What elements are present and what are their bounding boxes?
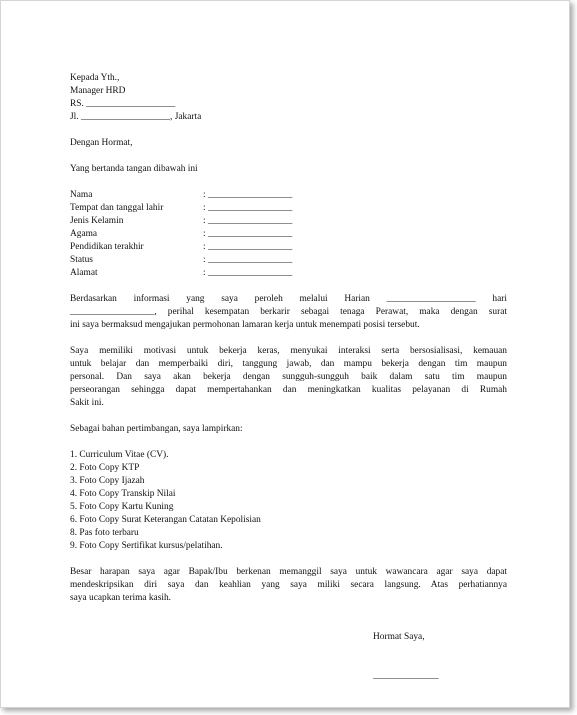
field-value: : __________________ <box>203 268 293 278</box>
paragraph-line: ini saya bermaksud mengajukan permohonan lamaran kerja untuk menempati posisi tersebut. <box>70 320 420 330</box>
paragraph-line: untuk belajar dan memperbaiki diri, tanggung jawab, dan mampu bekerja dengan tim maupun <box>70 359 507 369</box>
list-item: 6. Foto Copy Surat Keterangan Catatan Kepolisian <box>70 515 261 525</box>
field-value: : __________________ <box>203 229 293 239</box>
recipient-address <box>70 72 507 124</box>
field-value: : __________________ <box>203 242 293 252</box>
paragraph-line: perseorangan sehingga dapat mempertahankan dan meningkatkan kualitas pelayanan di Rumah <box>70 385 507 395</box>
field-row <box>70 241 507 254</box>
attachments-intro: Sebagai bahan pertimbangan, saya lampirkan: <box>70 424 243 434</box>
list-item: 4. Foto Copy Transkip Nilai <box>70 489 176 499</box>
paragraph-line: mendeskripsikan diri saya dan keahlian yang saya miliki secara langsung. Atas perhatiannya <box>70 580 507 590</box>
field-label: Pendidikan terakhir <box>70 242 144 252</box>
list-item: 8. Pas foto terbaru <box>70 528 139 538</box>
list-item: 9. Foto Copy Sertifikat kursus/pelatihan. <box>70 541 223 551</box>
address-line: Manager HRD <box>70 86 126 96</box>
address-line: RS. ___________________ <box>70 99 176 109</box>
signature-block <box>70 631 507 683</box>
field-label: Jenis Kelamin <box>70 216 124 226</box>
field-value: : __________________ <box>203 255 293 265</box>
letter-body <box>70 72 507 683</box>
paragraph-line: saya ucapkan terima kasih. <box>70 593 172 603</box>
field-label: Status <box>70 255 93 265</box>
address-line: Jl. ___________________, Jakarta <box>70 112 202 122</box>
paragraph-line: Saya memiliki motivasi untuk bekerja keras, menyukai interaksi serta bersosialisasi, kemauan <box>70 346 507 356</box>
list-item: 5. Foto Copy Kartu Kuning <box>70 502 174 512</box>
intro-text: Yang bertanda tangan dibawah ini <box>70 164 198 174</box>
field-row <box>70 254 507 267</box>
paragraph-line: personal. Dan saya akan bekerja dengan sungguh-sungguh baik dalam satu tim maupun <box>70 372 507 382</box>
signature-salutation: Hormat Saya, <box>373 632 425 642</box>
paragraph-line: Sakit ini. <box>70 398 104 408</box>
field-value: : __________________ <box>203 203 293 213</box>
field-row <box>70 228 507 241</box>
address-line: Kepada Yth., <box>70 73 120 83</box>
paragraph-line: __________________, perihal kesempatan berkarir sebagai tenaga Perawat, maka dengan surat <box>70 307 507 317</box>
field-label: Agama <box>70 229 98 239</box>
list-item: 1. Curriculum Vitae (CV). <box>70 450 169 460</box>
field-row <box>70 215 507 228</box>
field-value: : __________________ <box>203 190 293 200</box>
signature-line: ______________ <box>373 671 439 681</box>
personal-fields <box>70 189 507 280</box>
field-label: Tempat dan tanggal lahir <box>70 203 164 213</box>
paragraph-line: Berdasarkan informasi yang saya peroleh melalui Harian ___________________ hari <box>70 294 507 304</box>
list-item: 3. Foto Copy Ijazah <box>70 476 145 486</box>
paragraph-motivation <box>70 345 507 410</box>
field-label: Alamat <box>70 268 98 278</box>
greeting: Dengan Hormat, <box>70 138 133 148</box>
list-item: 2. Foto Copy KTP <box>70 463 140 473</box>
field-row <box>70 189 507 202</box>
field-row <box>70 202 507 215</box>
field-row <box>70 267 507 280</box>
field-value: : __________________ <box>203 216 293 226</box>
attachments-list <box>70 449 507 553</box>
paragraph-line: Besar harapan saya agar Bapak/Ibu berkenan memanggil saya untuk wawancara agar saya dapat <box>70 567 507 577</box>
paragraph-closing <box>70 566 507 605</box>
field-label: Nama <box>70 190 93 200</box>
paragraph-source <box>70 293 507 332</box>
